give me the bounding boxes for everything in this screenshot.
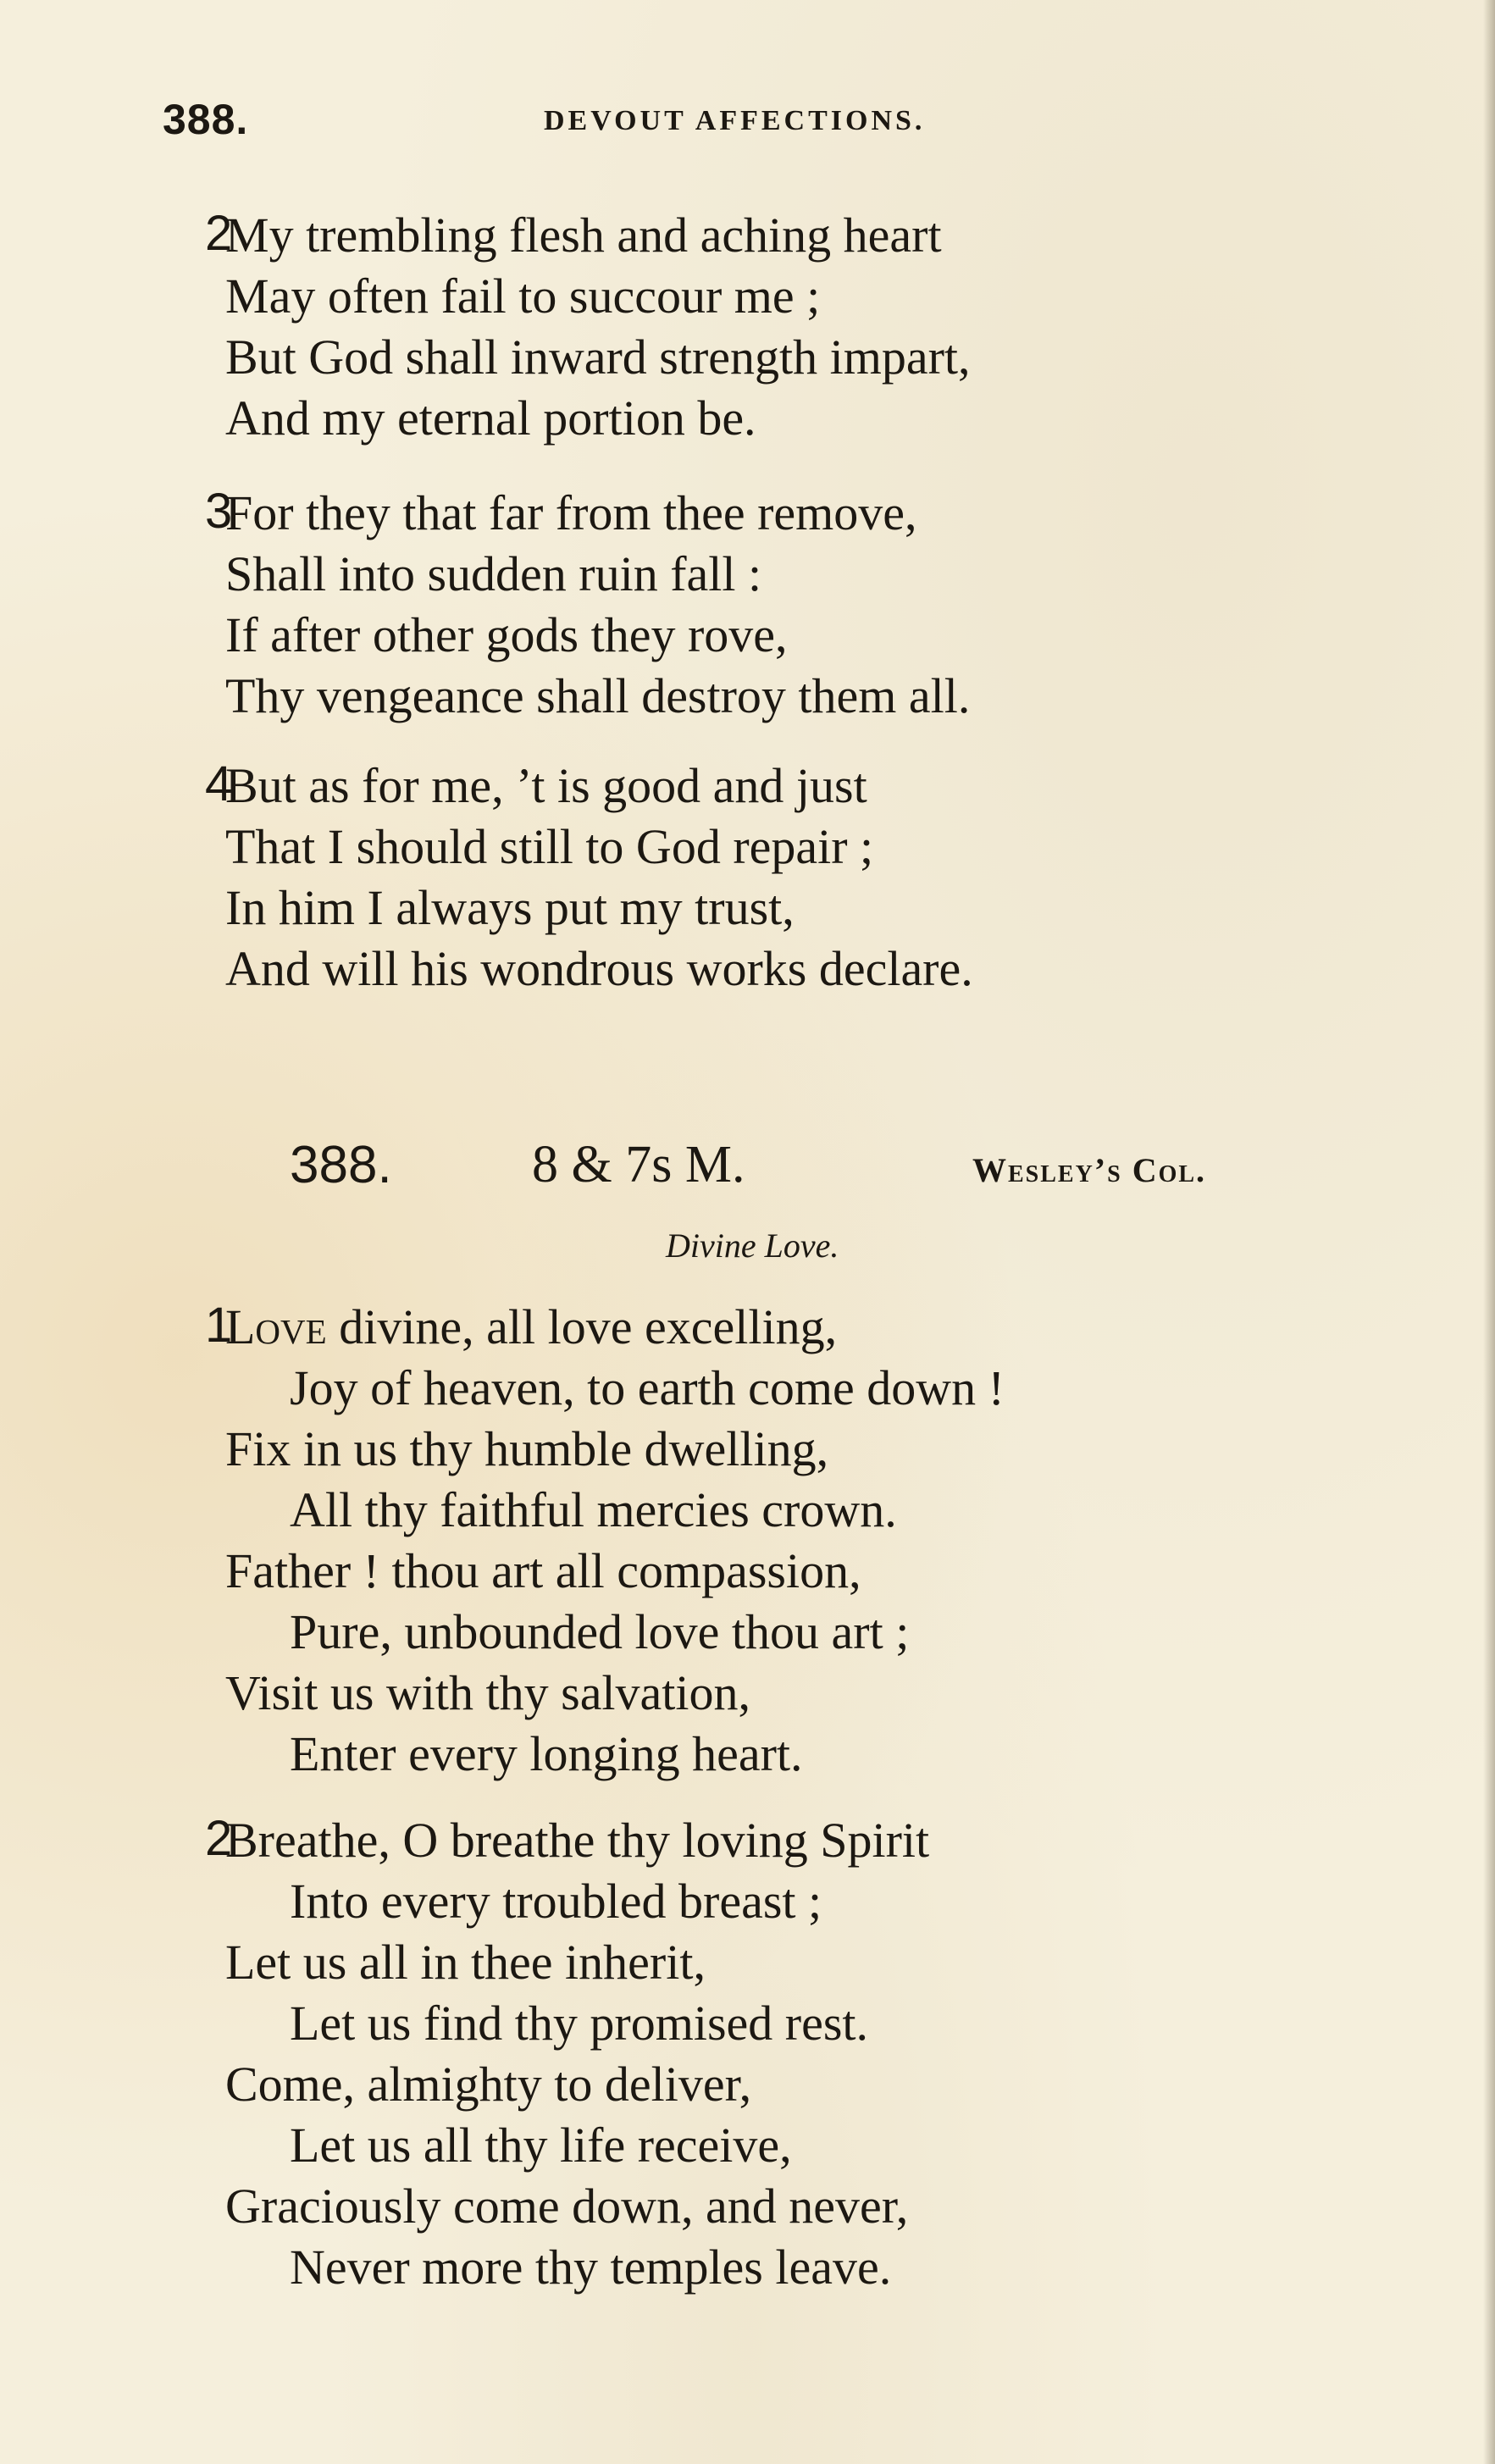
hymn-number: 388. — [290, 1136, 392, 1194]
verse-line: My trembling flesh and aching heart — [225, 208, 942, 263]
verse-line: But as for me, ’t is good and just — [225, 758, 867, 813]
verse-line: That I should still to God repair ; — [225, 819, 874, 874]
verse-line: For they that far from thee remove, — [225, 485, 917, 540]
hymn-meter: 8 & 7s M. — [532, 1136, 745, 1193]
verse-line: Never more thy temples leave. — [290, 2240, 892, 2295]
hymn-source: Wesley’s Col. — [972, 1151, 1207, 1189]
verse-line: Enter every longing heart. — [290, 1726, 803, 1781]
first-line-rest: divine, all love excelling, — [326, 1299, 838, 1354]
previous-hymn-stanza-2 — [205, 205, 971, 449]
verse-line: Graciously come down, and never, — [225, 2179, 909, 2234]
verse-line: All thy faithful mercies crown. — [290, 1482, 897, 1537]
hymn-header — [290, 1135, 1306, 1203]
verse-line-first — [225, 1297, 1005, 1358]
verse-line: And my eternal portion be. — [225, 390, 756, 446]
verse-line: Father ! thou art all compassion, — [225, 1543, 861, 1598]
verse-line: May often fail to succour me ; — [225, 269, 821, 324]
first-word: Love — [225, 1299, 327, 1354]
stanza-number: 2 — [205, 1811, 233, 1866]
verse-line: Into every troubled breast ; — [290, 1874, 822, 1929]
verse-line: Joy of heaven, to earth come down ! — [290, 1360, 1005, 1415]
verse-line: Let us all thy life receive, — [290, 2118, 792, 2173]
verse-line: Visit us with thy salvation, — [225, 1665, 751, 1720]
running-head — [163, 95, 1060, 146]
page-number: 388. — [163, 96, 249, 143]
verse-line: Come, almighty to deliver, — [225, 2057, 752, 2112]
stanza-number: 4 — [205, 756, 233, 811]
verse-line: Let us find thy promised rest. — [290, 1996, 869, 2051]
verse-line: Pure, unbounded love thou art ; — [290, 1604, 910, 1659]
stanza-number: 2 — [205, 206, 233, 261]
hymn-stanza-1 — [205, 1297, 1005, 1785]
verse-line: Shall into sudden ruin fall : — [225, 546, 762, 601]
verse-line: And will his wondrous works declare. — [225, 941, 973, 996]
verse-line: In him I always put my trust, — [225, 880, 795, 935]
page-edge-shadow — [1483, 0, 1495, 2464]
verse-line: If after other gods they rove, — [225, 607, 788, 662]
verse-line: Fix in us thy humble dwelling, — [225, 1421, 829, 1476]
hymn-subtitle: Divine Love. — [666, 1226, 839, 1265]
verse-line: Thy vengeance shall destroy them all. — [225, 668, 971, 723]
previous-hymn-stanza-3 — [205, 483, 971, 727]
previous-hymn-stanza-4 — [205, 756, 973, 999]
running-title: DEVOUT AFFECTIONS. — [544, 105, 926, 136]
hymn-stanza-2 — [205, 1810, 930, 2298]
verse-line: Let us all in thee inherit, — [225, 1935, 706, 1990]
verse-line: Breathe, O breathe thy loving Spirit — [225, 1813, 930, 1868]
verse-line: But God shall inward strength impart, — [225, 329, 971, 385]
stanza-number: 1 — [205, 1298, 233, 1353]
stanza-number: 3 — [205, 484, 233, 539]
